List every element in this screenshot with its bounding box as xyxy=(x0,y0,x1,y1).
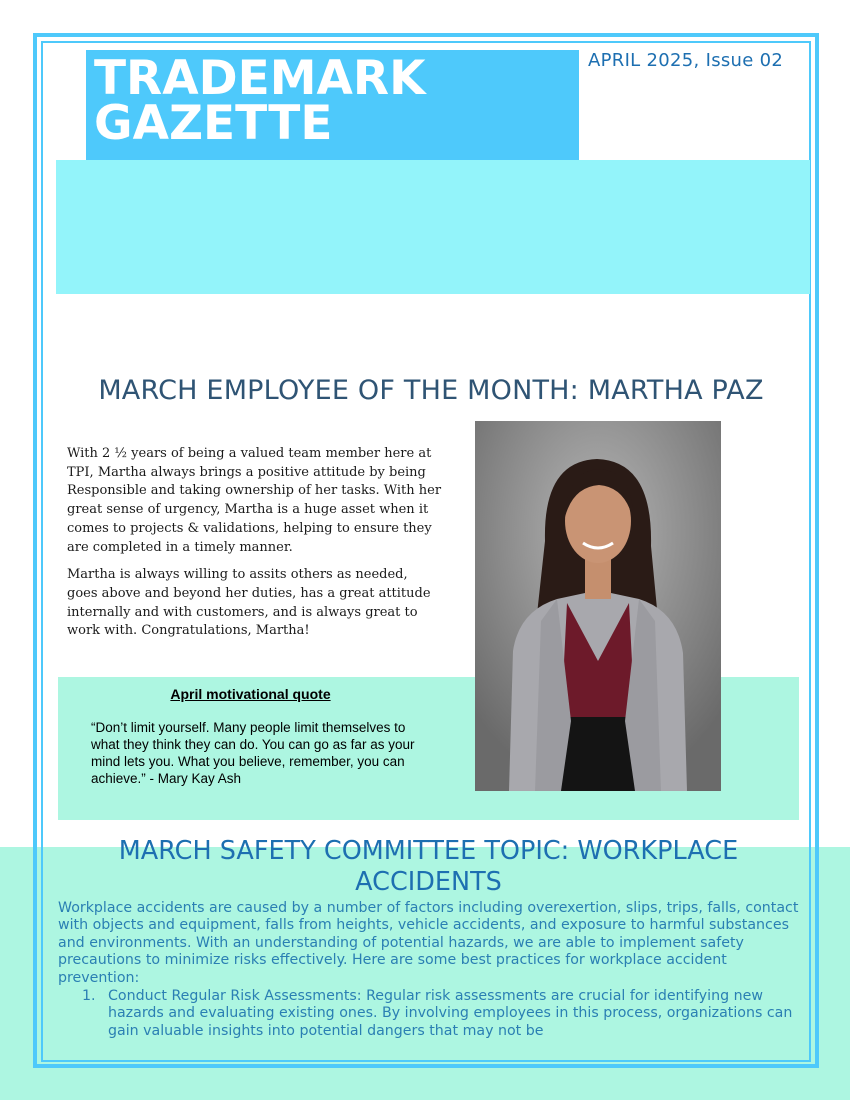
safety-list xyxy=(82,988,794,1040)
quote-text: “Don’t limit yourself. Many people limit themselves to what they think they can do. You can go as far as your mind lets you. What you believe, remember, you can achieve.” - Mary Kay Ash xyxy=(91,720,415,786)
list-item-number: 1. xyxy=(82,988,96,1004)
employee-of-month-heading: MARCH EMPLOYEE OF THE MONTH: MARTHA PAZ xyxy=(98,375,764,406)
quote-title: April motivational quote xyxy=(170,686,331,702)
safety-topic-heading: MARCH SAFETY COMMITTEE TOPIC: WORKPLACE ACCIDENTS xyxy=(118,836,739,897)
eotm-paragraph-1: With 2 ½ years of being a valued team member here at TPI, Martha always brings a positive attitude by being Responsible and taking ownership of her tasks. With her great sense of urgency, Martha is a huge asset when it comes to projects & validations, helping to ensure they are completed in a timely manner. xyxy=(67,446,442,555)
safety-intro: Workplace accidents are caused by a number of factors including overexertion, slips, trips, falls, contact with objects and equipment, falls from heights, vehicle accidents, and exposure to harmful substances and environments. With an understanding of potential hazards, we are able to implement safety precautions to minimize risks effectively. Here are some best practices for workplace accident prevention: xyxy=(58,900,799,986)
newsletter-title xyxy=(86,50,579,160)
title-line-1: TRADEMARK xyxy=(94,51,426,106)
list-item-text: Conduct Regular Risk Assessments: Regular risk assessments are crucial for identifying new hazards and evaluating existing ones. By involving employees in this process, organizations can gain valuable insights into potential dangers that may not be xyxy=(108,988,793,1039)
employee-portrait-image xyxy=(475,421,721,791)
eotm-paragraph-2: Martha is always willing to assits others as needed, goes above and beyond her duties, has a great attitude internally and with customers, and is always great to work with. Congratulations, Martha! xyxy=(67,567,431,639)
header-banner xyxy=(56,160,810,294)
employee-of-month-body xyxy=(67,445,442,650)
list-item xyxy=(82,988,794,1040)
issue-date: APRIL 2025, Issue 02 xyxy=(588,50,784,71)
employee-photo xyxy=(475,421,721,791)
title-line-2: GAZETTE xyxy=(94,96,333,151)
